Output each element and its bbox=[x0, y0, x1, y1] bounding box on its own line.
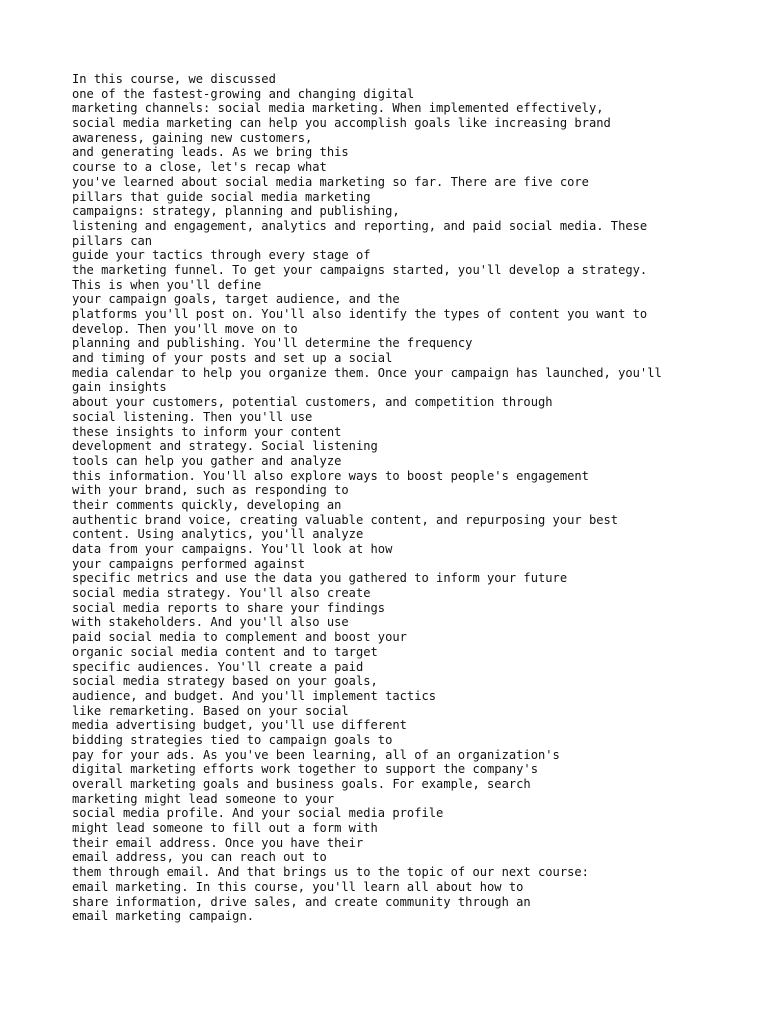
text-line: this information. You'll also explore ways to boost people's engagement bbox=[72, 468, 589, 483]
text-line: these insights to inform your content bbox=[72, 424, 342, 439]
text-line: overall marketing goals and business goals. For example, search bbox=[72, 777, 531, 791]
text-line: data from your campaigns. You'll look at how bbox=[72, 542, 393, 556]
text-line: authentic brand voice, creating valuable content, and repurposing your best bbox=[72, 512, 619, 527]
text-line: course to a close, let's recap what bbox=[72, 160, 327, 175]
text-line: planning and publishing. You'll determine the frequency bbox=[72, 336, 473, 351]
text-line: and generating leads. As we bring this bbox=[72, 145, 349, 160]
text-line: paid social media to complement and boost your bbox=[72, 630, 407, 645]
text-line: digital marketing efforts work together to support the company's bbox=[72, 762, 538, 777]
text-line: social media strategy. You'll also create bbox=[72, 586, 371, 601]
text-line: them through email. And that brings us to the topic of our next course: bbox=[72, 865, 589, 880]
text-line: campaigns: strategy, planning and publishing, bbox=[72, 204, 400, 219]
text-line: social media marketing can help you accomplish goals like increasing brand bbox=[72, 116, 611, 131]
text-line: specific metrics and use the data you gathered to inform your future bbox=[72, 571, 568, 586]
text-line: social media reports to share your findings bbox=[72, 600, 386, 615]
text-line: social media profile. And your social media profile bbox=[72, 806, 444, 821]
text-line: with your brand, such as responding to bbox=[72, 483, 349, 498]
text-line: gain insights bbox=[72, 380, 167, 395]
text-line: email address, you can reach out to bbox=[72, 850, 327, 865]
text-line: about your customers, potential customers, and competition through bbox=[72, 395, 553, 410]
text-line: email marketing. In this course, you'll learn all about how to bbox=[72, 879, 524, 894]
text-line: might lead someone to fill out a form with bbox=[72, 821, 378, 836]
text-line: platforms you'll post on. You'll also identify the types of content you want to bbox=[72, 307, 648, 321]
text-line: one of the fastest-growing and changing digital bbox=[72, 86, 415, 101]
text-line: In this course, we discussed bbox=[72, 72, 276, 86]
text-line: develop. Then you'll move on to bbox=[72, 321, 298, 336]
text-line: pay for your ads. As you've been learning, all of an organization's bbox=[72, 747, 560, 762]
text-line: awareness, gaining new customers, bbox=[72, 130, 313, 145]
text-line: audience, and budget. And you'll implement tactics bbox=[72, 688, 437, 703]
text-line: pillars that guide social media marketing bbox=[72, 189, 371, 204]
text-line: This is when you'll define bbox=[72, 277, 262, 292]
text-line: organic social media content and to target bbox=[72, 644, 378, 659]
text-line: the marketing funnel. To get your campaigns started, you'll develop a strategy. bbox=[72, 262, 648, 277]
text-line: email marketing campaign. bbox=[72, 909, 255, 924]
text-line: social listening. Then you'll use bbox=[72, 409, 313, 424]
text-line: media calendar to help you organize them. Once your campaign has launched, you'll bbox=[72, 365, 662, 380]
text-line: their comments quickly, developing an bbox=[72, 497, 342, 512]
text-line: social media strategy based on your goals, bbox=[72, 674, 378, 689]
text-line: marketing channels: social media marketing. When implemented effectively, bbox=[72, 101, 604, 116]
text-line: marketing might lead someone to your bbox=[72, 791, 335, 806]
text-line: guide your tactics through every stage of bbox=[72, 248, 371, 263]
text-line: share information, drive sales, and create community through an bbox=[72, 894, 531, 909]
text-line: like remarketing. Based on your social bbox=[72, 703, 349, 718]
text-line: their email address. Once you have their bbox=[72, 835, 364, 850]
text-line: development and strategy. Social listening bbox=[72, 439, 378, 454]
text-line: specific audiences. You'll create a paid bbox=[72, 659, 364, 674]
text-line: with stakeholders. And you'll also use bbox=[72, 615, 349, 630]
text-line: and timing of your posts and set up a social bbox=[72, 351, 393, 366]
text-line: listening and engagement, analytics and reporting, and paid social media. These bbox=[72, 218, 648, 233]
text-line: content. Using analytics, you'll analyze bbox=[72, 527, 364, 542]
text-line: your campaigns performed against bbox=[72, 556, 305, 571]
text-line: tools can help you gather and analyze bbox=[72, 453, 342, 468]
text-line: bidding strategies tied to campaign goals to bbox=[72, 732, 393, 747]
text-line: your campaign goals, target audience, and the bbox=[72, 292, 400, 307]
text-line: you've learned about social media marketing so far. There are five core bbox=[72, 174, 589, 189]
text-line: media advertising budget, you'll use different bbox=[72, 718, 407, 733]
text-line: pillars can bbox=[72, 233, 153, 248]
document-body bbox=[72, 72, 712, 924]
